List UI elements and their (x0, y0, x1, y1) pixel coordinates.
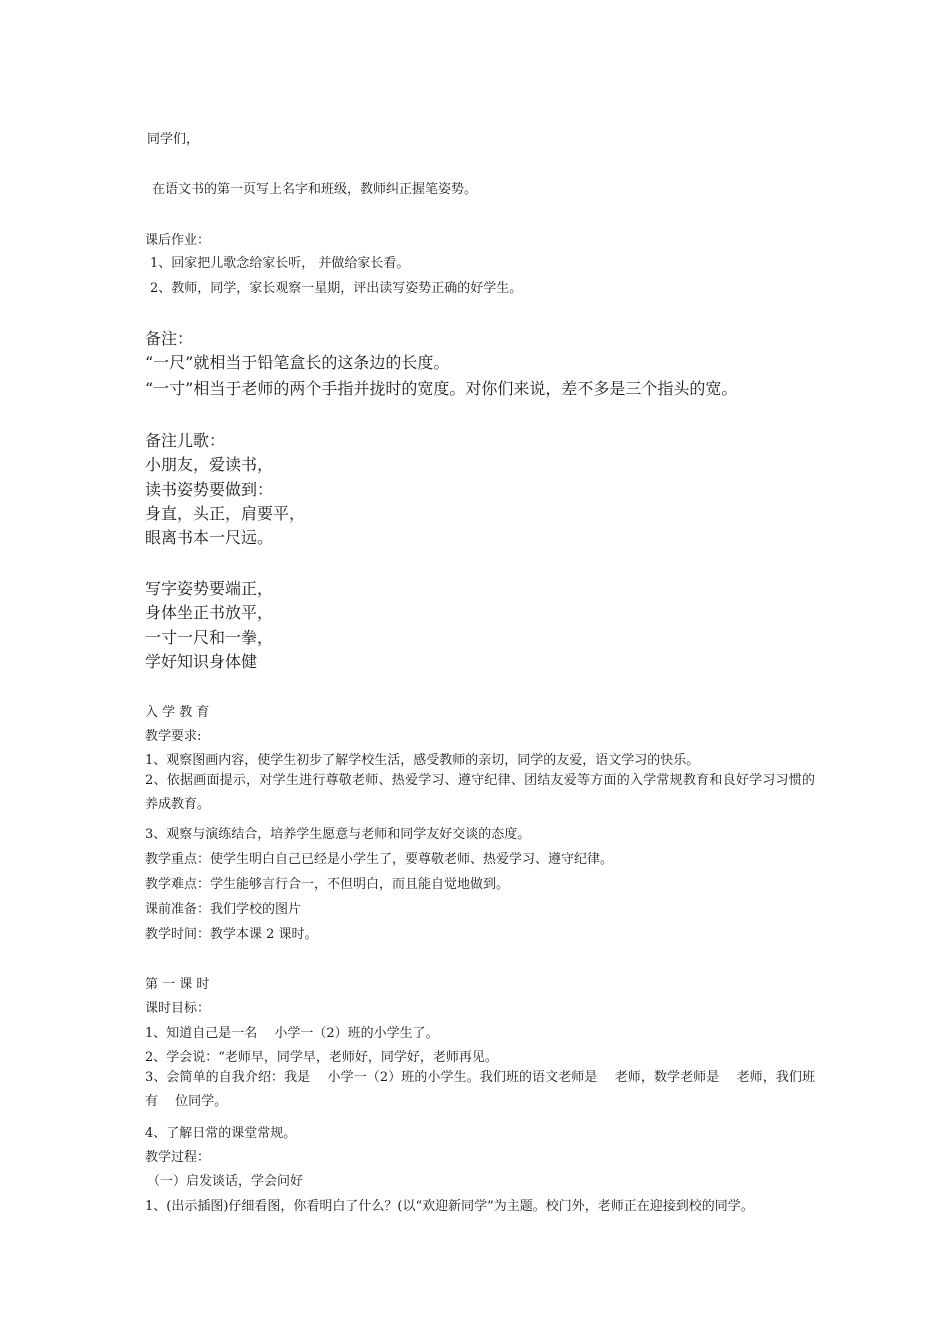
goal-4: 4、了解日常的课堂常规。 (145, 1126, 297, 1141)
lesson-title: 入 学 教 育 (145, 705, 210, 720)
goal-2: 2、学会说：“老师早，同学早，老师好，同学好，老师再见。 (145, 1050, 498, 1065)
difficulty: 教学难点：学生能够言行合一，不但明白，而且能自觉地做到。 (145, 877, 510, 892)
step-1-title: （一）启发谈话，学会问好 (147, 1174, 304, 1189)
note-title: 备注： (145, 329, 194, 348)
goal-3: 3、会简单的自我介绍：我是 小学一（2）班的小学生。我们班的语文老师是 老师，数学老师是 老师，我们班有 位同学。 (145, 1070, 815, 1109)
rhyme-line: 一寸一尺和一拳， (145, 628, 274, 647)
preparation: 课前准备：我们学校的图片 (145, 902, 302, 917)
note-line-2: “一寸”相当于老师的两个手指并拢时的宽度。对你们来说，差不多是三个指头的宽。 (145, 379, 738, 398)
requirements-title: 教学要求: (145, 729, 202, 744)
teaching-time: 教学时间：教学本课 2 课时。 (145, 927, 318, 942)
requirement-3: 3、观察与演练结合，培养学生愿意与老师和同学友好交谈的态度。 (145, 827, 531, 842)
rhyme-line: 眼离书本一尺远。 (145, 528, 274, 547)
process-title: 教学过程： (145, 1150, 211, 1165)
rhyme-line: 身直，头正，肩要平， (145, 504, 306, 523)
goal-1: 1、知道自己是一名 小学一（2）班的小学生了。 (145, 1026, 439, 1041)
requirement-1: 1、观察图画内容，使学生初步了解学校生活，感受教师的亲切，同学的友爱，语文学习的快乐。 (145, 753, 700, 768)
note-line-1: “一尺”就相当于铅笔盒长的这条边的长度。 (145, 353, 450, 372)
rhyme-line: 学好知识身体健 (145, 652, 258, 671)
homework-title: 课后作业： (145, 233, 211, 248)
rhyme-title: 备注儿歌： (145, 431, 226, 450)
step-1-item-1: 1、(出示插图)仔细看图，你看明白了什么？(以“欢迎新同学”为主题。校门外，老师正在迎接到校的同学。 (145, 1199, 754, 1214)
homework-item-2: 2、教师，同学，家长观察一星期，评出读写姿势正确的好学生。 (150, 281, 523, 296)
period-title: 第 一 课 时 (145, 977, 210, 992)
rhyme-line: 写字姿势要端正， (145, 579, 274, 598)
rhyme-line: 读书姿势要做到： (145, 480, 274, 499)
homework-item-1: 1、回家把儿歌念给家长听， 并做给家长看。 (150, 256, 410, 271)
goal-title: 课时目标： (145, 1001, 211, 1016)
rhyme-line: 小朋友，爱读书， (145, 455, 274, 474)
key-point: 教学重点：使学生明白自己已经是小学生了，要尊敬老师、热爱学习、遵守纪律。 (145, 852, 614, 867)
requirement-2: 2、依据画面提示，对学生进行尊敬老师、热爱学习、遵守纪律、团结友爱等方面的入学常规教育和良好学习习惯的养成教育。 (145, 773, 815, 812)
task-text: 在语文书的第一页写上名字和班级，教师纠正握笔姿势。 (152, 182, 478, 197)
greeting: 同学们， (147, 132, 200, 147)
rhyme-line: 身体坐正书放平， (145, 603, 274, 622)
